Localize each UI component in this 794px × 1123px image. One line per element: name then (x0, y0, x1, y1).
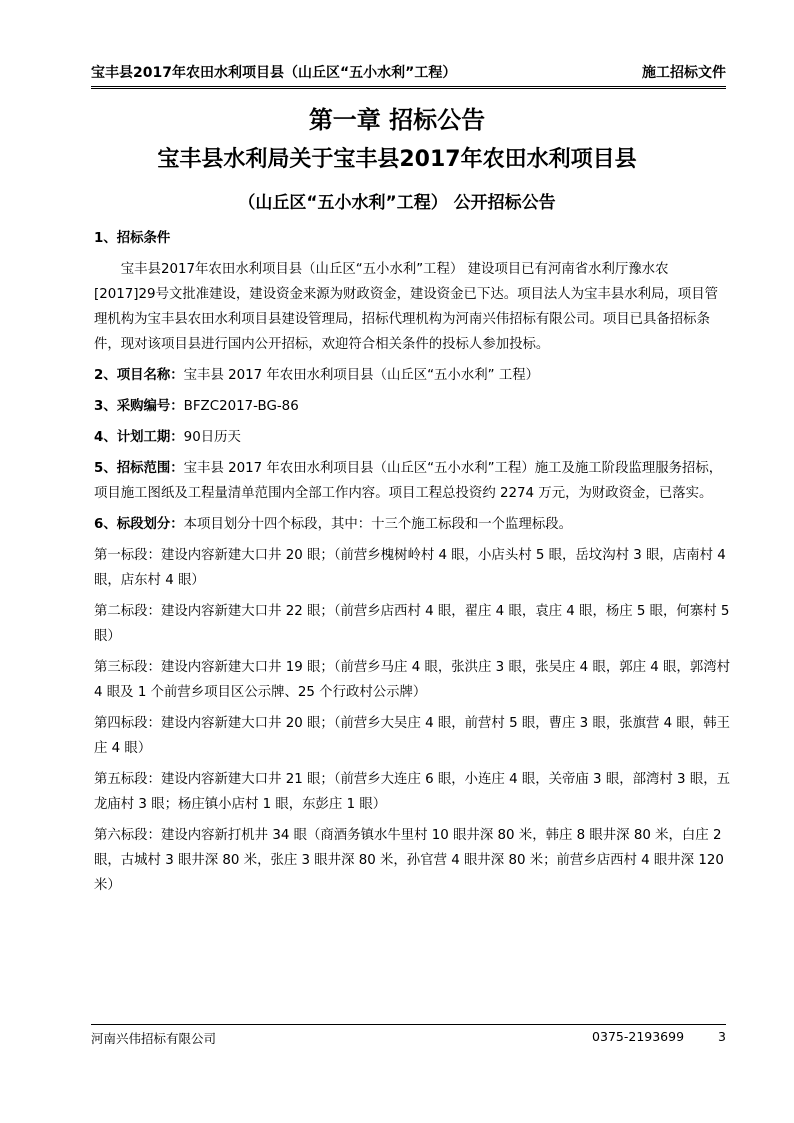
page-number: 3 (718, 1029, 726, 1044)
lot-item: 第四标段：建设内容新建大口井 20 眼；（前营乡大吴庄 4 眼，前营村 5 眼，曹庄 3 眼，张旗营 4 眼，韩王庄 4 眼） (94, 716, 730, 756)
lot-item: 第六标段：建设内容新打机井 34 眼（商酒务镇水牛里村 10 眼井深 80 米，韩庄 8 眼井深 80 米，白庄 2 眼，古城村 3 眼井深 80 米，张庄 3 眼井深 80 米，孙官营 4 眼井深 80 米；前营乡店西村 4 眼井深 120 米） (94, 828, 724, 893)
footer-company: 河南兴伟招标有限公司 (91, 1031, 217, 1046)
page-header (91, 52, 726, 89)
section-4-label: 4、计划工期： (94, 430, 184, 445)
section-5 (94, 456, 730, 506)
section-4 (94, 425, 730, 450)
page-footer (91, 1024, 726, 1047)
lot-item: 第二标段：建设内容新建大口井 22 眼；（前营乡店西村 4 眼，翟庄 4 眼，袁庄 4 眼，杨庄 5 眼，何寨村 5 眼） (94, 604, 730, 644)
section-2 (94, 363, 730, 388)
lot-item: 第五标段：建设内容新建大口井 21 眼；（前营乡大连庄 6 眼，小连庄 4 眼，关帝庙 3 眼，部湾村 3 眼，五龙庙村 3 眼；杨庄镇小店村 1 眼，东彭庄 1 眼） (94, 772, 730, 812)
lot-item: 第三标段：建设内容新建大口井 19 眼；（前营乡马庄 4 眼，张洪庄 3 眼，张吴庄 4 眼，郭庄 4 眼，郭湾村 4 眼及 1 个前营乡项目区公示牌、25 个行政村公示牌） (94, 660, 730, 700)
notice-title-line2: （山丘区“五小水利”工程） 公开招标公告 (238, 193, 556, 213)
chapter-title: 第一章 招标公告 (308, 106, 486, 134)
tender-scope: 宝丰县 2017 年农田水利项目县（山丘区“五小水利”工程）施工及施工阶段监理服务招标，项目施工图纸及工程量清单范围内全部工作内容。项目工程总投资约 2274 万元，为财政资金，已落实。 (94, 461, 723, 501)
project-name: 宝丰县 2017 年农田水利项目县（山丘区“五小水利” 工程） (183, 368, 539, 383)
section-6-label: 6、标段划分： (94, 517, 184, 532)
header-doc-title: 宝丰县2017年农田水利项目县（山丘区“五小水利”工程） (91, 65, 457, 81)
header-doc-type: 施工招标文件 (642, 65, 726, 81)
section-5-label: 5、招标范围： (94, 461, 184, 476)
procurement-number: BFZC2017-BG-86 (183, 399, 299, 414)
footer-phone: 0375-2193699 (592, 1029, 685, 1044)
notice-body (94, 226, 730, 904)
section-1-heading: 1、招标条件 (94, 231, 171, 246)
section-6 (94, 512, 730, 537)
section-3 (94, 394, 730, 419)
section-1-body: 宝丰县2017年农田水利项目县（山丘区“五小水利”工程） 建设项目已有河南省水利厅豫水农[2017]29号文批准建设，建设资金来源为财政资金，建设资金已下达。项目法人为宝丰县水利局，项目管理机构为宝丰县农田水利项目县建设管理局，招标代理机构为河南兴伟招标有限公司。项目已具备招标条件，现对该项目县进行国内公开招标，欢迎符合相关条件的投标人参加投标。 (94, 262, 718, 352)
lot-item: 第一标段：建设内容新建大口井 20 眼；（前营乡槐树岭村 4 眼，小店头村 5 眼，岳坟沟村 3 眼，店南村 4 眼，店东村 4 眼） (94, 548, 726, 588)
construction-period: 90日历天 (183, 430, 241, 445)
footer-right (558, 1029, 726, 1047)
section-3-label: 3、采购编号： (94, 399, 184, 414)
section-2-label: 2、项目名称： (94, 368, 184, 383)
lot-division: 本项目划分十四个标段，其中：十三个施工标段和一个监理标段。 (183, 517, 572, 532)
notice-title-line1: 宝丰县水利局关于宝丰县2017年农田水利项目县 (157, 147, 637, 172)
